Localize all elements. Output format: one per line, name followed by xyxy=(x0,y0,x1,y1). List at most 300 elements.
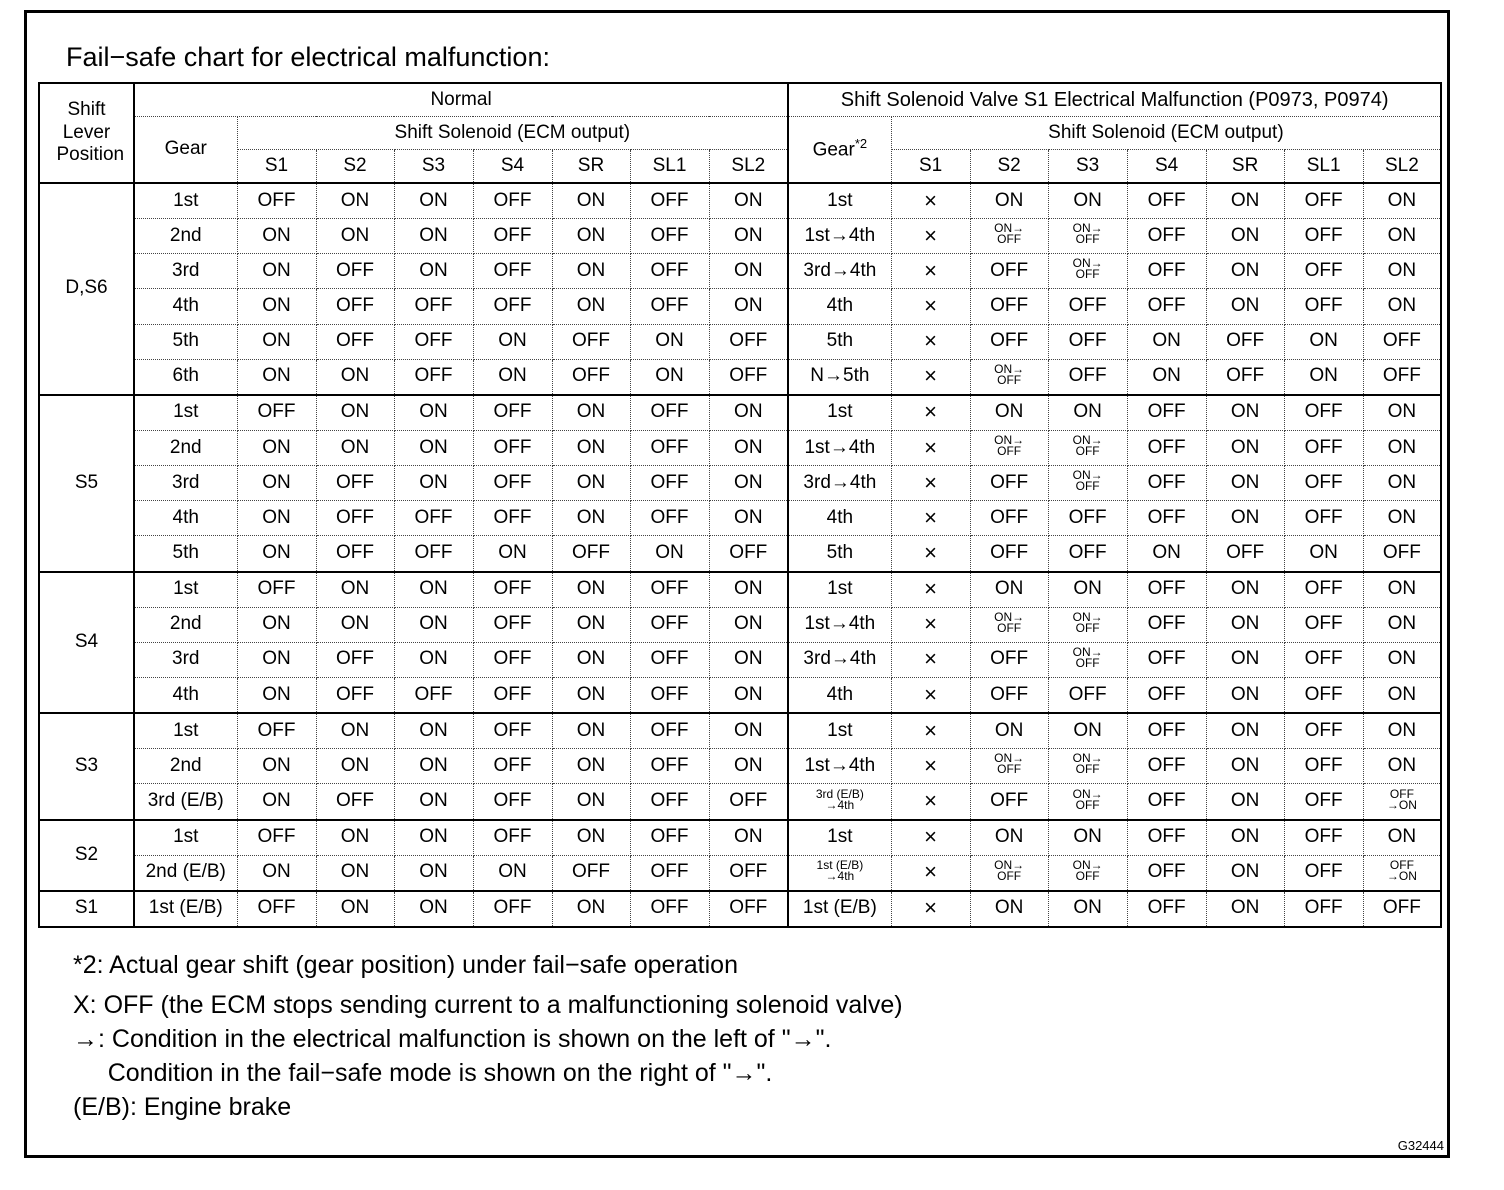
header-solenoid-s1-failsafe: S1 xyxy=(891,150,970,184)
stacked-line: →4th xyxy=(825,868,855,883)
shift-position-s5: S5 xyxy=(39,395,134,572)
failsafe-sr: OFF xyxy=(1206,324,1284,359)
failsafe-s3: OFF xyxy=(1048,677,1127,713)
stacked-line: ON→ xyxy=(1072,786,1103,801)
normal-sl1: ON xyxy=(630,324,709,359)
stacked-line: OFF xyxy=(1075,797,1100,812)
normal-s3: ON xyxy=(394,891,473,927)
failsafe-s3 xyxy=(1048,430,1127,465)
stacked-value xyxy=(994,609,1025,635)
gear-failsafe: 1st→4th xyxy=(788,219,891,254)
table-row xyxy=(39,254,1441,289)
x-mark: × xyxy=(924,611,938,637)
normal-sl2: OFF xyxy=(709,784,788,820)
failsafe-sl1: OFF xyxy=(1284,855,1363,891)
normal-s4: OFF xyxy=(473,607,552,642)
failsafe-s2: ON xyxy=(970,572,1048,608)
table-row xyxy=(39,324,1441,359)
header-solenoid-s4-failsafe: S4 xyxy=(1127,150,1206,184)
failsafe-sr: ON xyxy=(1206,891,1284,927)
normal-sr: ON xyxy=(552,430,630,465)
normal-sr: ON xyxy=(552,642,630,677)
failsafe-s1 xyxy=(891,784,970,820)
failsafe-sr: ON xyxy=(1206,749,1284,784)
failsafe-sr: ON xyxy=(1206,466,1284,501)
gear-normal: 3rd xyxy=(134,642,237,677)
x-mark: × xyxy=(924,540,938,566)
failsafe-s2: OFF xyxy=(970,642,1048,677)
failsafe-s3 xyxy=(1048,219,1127,254)
failsafe-sr: ON xyxy=(1206,677,1284,713)
x-mark: × xyxy=(924,859,938,885)
failsafe-s1 xyxy=(891,677,970,713)
header-shift-lever-label: Shift Lever Position xyxy=(56,98,125,166)
stacked-line: OFF xyxy=(1389,857,1414,872)
normal-sl2: ON xyxy=(709,749,788,784)
normal-sl1: OFF xyxy=(630,820,709,856)
normal-s2: ON xyxy=(316,855,394,891)
stacked-line: ON→ xyxy=(994,361,1025,376)
normal-sr: ON xyxy=(552,820,630,856)
stacked-value xyxy=(1072,609,1103,635)
failsafe-s2: ON xyxy=(970,891,1048,927)
failsafe-sl1: ON xyxy=(1284,536,1363,572)
failsafe-sl1: OFF xyxy=(1284,183,1363,219)
normal-s1: ON xyxy=(237,501,316,536)
failsafe-s3: ON xyxy=(1048,713,1127,749)
normal-s2: ON xyxy=(316,749,394,784)
normal-s1: ON xyxy=(237,219,316,254)
failsafe-s4: ON xyxy=(1127,536,1206,572)
normal-s2: ON xyxy=(316,219,394,254)
failsafe-sl1: OFF xyxy=(1284,501,1363,536)
normal-sl1: ON xyxy=(630,359,709,395)
stacked-line: ON→ xyxy=(1072,256,1103,271)
normal-sl2: ON xyxy=(709,713,788,749)
normal-sl1: OFF xyxy=(630,395,709,431)
normal-s4: OFF xyxy=(473,677,552,713)
normal-sl2: ON xyxy=(709,677,788,713)
normal-s1: ON xyxy=(237,254,316,289)
failsafe-sl1: OFF xyxy=(1284,642,1363,677)
normal-s4: ON xyxy=(473,536,552,572)
normal-sl1: OFF xyxy=(630,642,709,677)
stacked-value xyxy=(1386,857,1417,883)
failsafe-sr: ON xyxy=(1206,501,1284,536)
normal-s4: OFF xyxy=(473,891,552,927)
failsafe-s4: OFF xyxy=(1127,183,1206,219)
failsafe-s2 xyxy=(970,430,1048,465)
failsafe-s1 xyxy=(891,749,970,784)
shift-position-s1: S1 xyxy=(39,891,134,927)
gear-failsafe: N→5th xyxy=(788,359,891,395)
normal-s3: ON xyxy=(394,784,473,820)
failsafe-s3: OFF xyxy=(1048,324,1127,359)
normal-s3: ON xyxy=(394,820,473,856)
normal-s1: ON xyxy=(237,855,316,891)
header-solenoid-sl2-failsafe: SL2 xyxy=(1363,150,1441,184)
normal-s4: OFF xyxy=(473,749,552,784)
stacked-line: OFF xyxy=(1075,444,1100,459)
failsafe-s3 xyxy=(1048,749,1127,784)
failsafe-s4: OFF xyxy=(1127,713,1206,749)
header-solenoid-s4-normal: S4 xyxy=(473,150,552,184)
gear-normal: 3rd xyxy=(134,466,237,501)
failsafe-sr: ON xyxy=(1206,572,1284,608)
stacked-value xyxy=(994,361,1025,387)
gear-normal: 1st (E/B) xyxy=(134,891,237,927)
gear-failsafe: 1st (E/B) xyxy=(788,891,891,927)
normal-sr: ON xyxy=(552,466,630,501)
stacked-value xyxy=(815,786,864,812)
header-solenoid-sl1-normal: SL1 xyxy=(630,150,709,184)
normal-s3: ON xyxy=(394,430,473,465)
normal-sl1: ON xyxy=(630,536,709,572)
gear-normal: 5th xyxy=(134,536,237,572)
stacked-line: OFF xyxy=(1075,267,1100,282)
normal-s1: ON xyxy=(237,677,316,713)
stacked-line: OFF xyxy=(1075,762,1100,777)
table-row xyxy=(39,713,1441,749)
normal-s1: OFF xyxy=(237,820,316,856)
failsafe-s2: OFF xyxy=(970,784,1048,820)
failsafe-sr: ON xyxy=(1206,289,1284,324)
normal-sl2: ON xyxy=(709,395,788,431)
normal-s3: ON xyxy=(394,713,473,749)
failsafe-sl2: ON xyxy=(1363,642,1441,677)
failsafe-sl2: OFF xyxy=(1363,324,1441,359)
stacked-value xyxy=(1073,470,1103,492)
header-solenoid-sl2-normal: SL2 xyxy=(709,150,788,184)
failsafe-s2: OFF xyxy=(970,466,1048,501)
failsafe-sl1: ON xyxy=(1284,359,1363,395)
header-normal: Normal xyxy=(134,83,788,117)
failsafe-sr: ON xyxy=(1206,855,1284,891)
fail-safe-table xyxy=(38,82,1442,928)
normal-s4: OFF xyxy=(473,183,552,219)
gear-failsafe: 3rd→4th xyxy=(788,642,891,677)
failsafe-sl2: ON xyxy=(1363,183,1441,219)
failsafe-s2: OFF xyxy=(970,289,1048,324)
normal-sl2: ON xyxy=(709,820,788,856)
failsafe-sl1: OFF xyxy=(1284,713,1363,749)
normal-s2: OFF xyxy=(316,254,394,289)
normal-sr: OFF xyxy=(552,359,630,395)
normal-s1: ON xyxy=(237,324,316,359)
failsafe-s4: OFF xyxy=(1127,430,1206,465)
failsafe-s2: ON xyxy=(970,713,1048,749)
failsafe-sl1: OFF xyxy=(1284,254,1363,289)
x-mark: × xyxy=(924,187,938,213)
normal-sl2: ON xyxy=(709,430,788,465)
normal-sl2: ON xyxy=(709,466,788,501)
failsafe-sr: ON xyxy=(1206,607,1284,642)
stacked-line: OFF xyxy=(997,868,1022,883)
failsafe-sl1: OFF xyxy=(1284,891,1363,927)
normal-s4: OFF xyxy=(473,820,552,856)
gear-normal: 5th xyxy=(134,324,237,359)
normal-sr: ON xyxy=(552,395,630,431)
gear-normal: 3rd xyxy=(134,254,237,289)
normal-s1: ON xyxy=(237,430,316,465)
gear-failsafe: 1st xyxy=(788,713,891,749)
x-mark: × xyxy=(924,469,938,495)
x-mark: × xyxy=(924,576,938,602)
normal-s2: ON xyxy=(316,891,394,927)
failsafe-sr: ON xyxy=(1206,713,1284,749)
normal-s1: ON xyxy=(237,642,316,677)
stacked-line: ON→ xyxy=(994,857,1025,872)
gear-failsafe: 5th xyxy=(788,536,891,572)
header-solenoid-s3-failsafe: S3 xyxy=(1048,150,1127,184)
table-row xyxy=(39,395,1441,431)
stacked-line: OFF xyxy=(997,372,1022,387)
gear-normal: 1st xyxy=(134,820,237,856)
normal-s1: OFF xyxy=(237,183,316,219)
stacked-line: ON→ xyxy=(1072,433,1103,448)
failsafe-s4: OFF xyxy=(1127,784,1206,820)
failsafe-s1 xyxy=(891,466,970,501)
normal-s3: ON xyxy=(394,254,473,289)
gear-normal: 4th xyxy=(134,289,237,324)
normal-sr: ON xyxy=(552,183,630,219)
stacked-line: ON→ xyxy=(1072,468,1103,483)
normal-s1: ON xyxy=(237,536,316,572)
failsafe-s1 xyxy=(891,820,970,856)
normal-s4: OFF xyxy=(473,219,552,254)
normal-s3: ON xyxy=(394,395,473,431)
failsafe-s1 xyxy=(891,891,970,927)
failsafe-s3: ON xyxy=(1048,891,1127,927)
header-gear-failsafe xyxy=(788,117,891,184)
failsafe-sr: ON xyxy=(1206,820,1284,856)
stacked-line: ON→ xyxy=(1072,221,1103,236)
table-row xyxy=(39,183,1441,219)
failsafe-s3 xyxy=(1048,642,1127,677)
normal-sr: ON xyxy=(552,607,630,642)
normal-sl2: ON xyxy=(709,642,788,677)
failsafe-sr: OFF xyxy=(1206,536,1284,572)
gear-failsafe: 4th xyxy=(788,289,891,324)
failsafe-s1 xyxy=(891,501,970,536)
gear-failsafe: 1st xyxy=(788,183,891,219)
table-row xyxy=(39,607,1441,642)
stacked-value xyxy=(1073,258,1103,280)
stacked-value xyxy=(994,223,1024,245)
normal-s4: OFF xyxy=(473,466,552,501)
failsafe-s1 xyxy=(891,642,970,677)
failsafe-s2: OFF xyxy=(970,501,1048,536)
normal-sl1: OFF xyxy=(630,677,709,713)
stacked-line: 1st (E/B) xyxy=(816,857,864,872)
gear-failsafe xyxy=(788,855,891,891)
normal-sr: ON xyxy=(552,749,630,784)
shift-position-ds6: D,S6 xyxy=(39,183,134,395)
normal-s1: ON xyxy=(237,749,316,784)
failsafe-sr: ON xyxy=(1206,183,1284,219)
failsafe-s4: OFF xyxy=(1127,501,1206,536)
stacked-value xyxy=(1072,857,1103,883)
normal-sl1: OFF xyxy=(630,713,709,749)
page-title: Fail−safe chart for electrical malfunction: xyxy=(66,42,550,72)
normal-sl2: OFF xyxy=(709,536,788,572)
x-mark: × xyxy=(924,788,938,814)
failsafe-s1 xyxy=(891,430,970,465)
table-row xyxy=(39,466,1441,501)
failsafe-s3: ON xyxy=(1048,820,1127,856)
stacked-line: OFF xyxy=(1075,655,1100,670)
stacked-line: ON→ xyxy=(1072,644,1103,659)
x-mark: × xyxy=(924,293,938,319)
gear-failsafe: 5th xyxy=(788,324,891,359)
normal-s3: OFF xyxy=(394,501,473,536)
normal-s3: ON xyxy=(394,219,473,254)
failsafe-sl2: ON xyxy=(1363,820,1441,856)
failsafe-s1 xyxy=(891,607,970,642)
normal-s4: ON xyxy=(473,359,552,395)
failsafe-sl1: OFF xyxy=(1284,219,1363,254)
failsafe-s2: OFF xyxy=(970,324,1048,359)
failsafe-s4: OFF xyxy=(1127,395,1206,431)
normal-sl2: OFF xyxy=(709,324,788,359)
failsafe-s4: OFF xyxy=(1127,254,1206,289)
normal-s1: OFF xyxy=(237,395,316,431)
normal-sl2: ON xyxy=(709,607,788,642)
table-row xyxy=(39,891,1441,927)
failsafe-sr: OFF xyxy=(1206,359,1284,395)
failsafe-s1 xyxy=(891,855,970,891)
normal-s3: OFF xyxy=(394,359,473,395)
stacked-line: ON→ xyxy=(1072,751,1103,766)
normal-s2: OFF xyxy=(316,501,394,536)
normal-s2: ON xyxy=(316,183,394,219)
header-solenoid-s2-failsafe: S2 xyxy=(970,150,1048,184)
stacked-value xyxy=(994,753,1024,775)
failsafe-s1 xyxy=(891,713,970,749)
failsafe-s3 xyxy=(1048,254,1127,289)
note-line: →: Condition in the electrical malfunction is shown on the left of "→". xyxy=(73,1025,832,1053)
failsafe-sl2 xyxy=(1363,855,1441,891)
gear-failsafe xyxy=(788,784,891,820)
stacked-line: ON→ xyxy=(1072,609,1103,624)
shift-position-s3: S3 xyxy=(39,713,134,819)
failsafe-sl2: ON xyxy=(1363,289,1441,324)
normal-sl1: OFF xyxy=(630,749,709,784)
failsafe-sl1: OFF xyxy=(1284,749,1363,784)
x-mark: × xyxy=(924,646,938,672)
failsafe-sl2: ON xyxy=(1363,677,1441,713)
gear-failsafe: 1st→4th xyxy=(788,749,891,784)
failsafe-s2: OFF xyxy=(970,254,1048,289)
normal-sl1: OFF xyxy=(630,501,709,536)
failsafe-s2 xyxy=(970,219,1048,254)
normal-s2: OFF xyxy=(316,784,394,820)
failsafe-s4: OFF xyxy=(1127,855,1206,891)
header-solenoid-sr-failsafe: SR xyxy=(1206,150,1284,184)
stacked-value xyxy=(816,857,864,883)
stacked-value xyxy=(1073,753,1103,775)
footnote-marker: *2 xyxy=(854,136,868,152)
gear-normal: 2nd xyxy=(134,607,237,642)
gear-normal: 1st xyxy=(134,572,237,608)
stacked-value xyxy=(994,857,1025,883)
failsafe-s2 xyxy=(970,607,1048,642)
normal-sr: OFF xyxy=(552,855,630,891)
table-row xyxy=(39,501,1441,536)
normal-sl2: ON xyxy=(709,501,788,536)
gear-normal: 4th xyxy=(134,501,237,536)
failsafe-s1 xyxy=(891,359,970,395)
note-line: X: OFF (the ECM stops sending current to a malfunctioning solenoid valve) xyxy=(73,991,903,1019)
normal-sl1: OFF xyxy=(630,572,709,608)
normal-s3: OFF xyxy=(394,324,473,359)
normal-sl1: OFF xyxy=(630,784,709,820)
x-mark: × xyxy=(924,824,938,850)
failsafe-s4: OFF xyxy=(1127,677,1206,713)
stacked-value xyxy=(1072,786,1103,812)
gear-normal: 2nd (E/B) xyxy=(134,855,237,891)
x-mark: × xyxy=(924,363,938,389)
x-mark: × xyxy=(924,752,938,778)
normal-s2: ON xyxy=(316,359,394,395)
gear-failsafe: 1st xyxy=(788,820,891,856)
normal-sr: ON xyxy=(552,219,630,254)
stacked-line: ON→ xyxy=(994,433,1025,448)
gear-failsafe: 4th xyxy=(788,677,891,713)
header-solenoid-s3-normal: S3 xyxy=(394,150,473,184)
failsafe-sr: ON xyxy=(1206,784,1284,820)
normal-s2: ON xyxy=(316,395,394,431)
notes xyxy=(73,948,903,1124)
normal-s3: OFF xyxy=(394,289,473,324)
normal-sl1: OFF xyxy=(630,430,709,465)
normal-s4: OFF xyxy=(473,501,552,536)
failsafe-sl2: OFF xyxy=(1363,536,1441,572)
shift-position-s2: S2 xyxy=(39,820,134,891)
gear-failsafe: 1st xyxy=(788,572,891,608)
stacked-value xyxy=(1386,786,1417,812)
header-shift-lever-position xyxy=(39,83,134,183)
x-mark: × xyxy=(924,681,938,707)
normal-s2: OFF xyxy=(316,536,394,572)
stacked-line: OFF xyxy=(1075,868,1100,883)
normal-sl2: ON xyxy=(709,219,788,254)
stacked-line: →4th xyxy=(825,797,855,812)
header-malfunction: Shift Solenoid Valve S1 Electrical Malfunction (P0973, P0974) xyxy=(788,83,1441,117)
x-mark: × xyxy=(924,717,938,743)
failsafe-s3: ON xyxy=(1048,395,1127,431)
normal-s1: OFF xyxy=(237,891,316,927)
gear-failsafe: 3rd→4th xyxy=(788,254,891,289)
header-shift-solenoid-failsafe: Shift Solenoid (ECM output) xyxy=(891,117,1441,150)
normal-s2: OFF xyxy=(316,466,394,501)
normal-s1: OFF xyxy=(237,572,316,608)
figure-code: G32444 xyxy=(1397,1138,1444,1153)
normal-sl2: ON xyxy=(709,183,788,219)
failsafe-s1 xyxy=(891,395,970,431)
failsafe-s1 xyxy=(891,289,970,324)
normal-s1: ON xyxy=(237,466,316,501)
stacked-value xyxy=(994,435,1024,457)
failsafe-sl1: OFF xyxy=(1284,572,1363,608)
failsafe-s3: ON xyxy=(1048,572,1127,608)
failsafe-sl1: OFF xyxy=(1284,289,1363,324)
normal-s4: ON xyxy=(473,855,552,891)
normal-sl2: ON xyxy=(709,572,788,608)
normal-s2: OFF xyxy=(316,642,394,677)
normal-sl1: OFF xyxy=(630,891,709,927)
failsafe-s2: ON xyxy=(970,820,1048,856)
